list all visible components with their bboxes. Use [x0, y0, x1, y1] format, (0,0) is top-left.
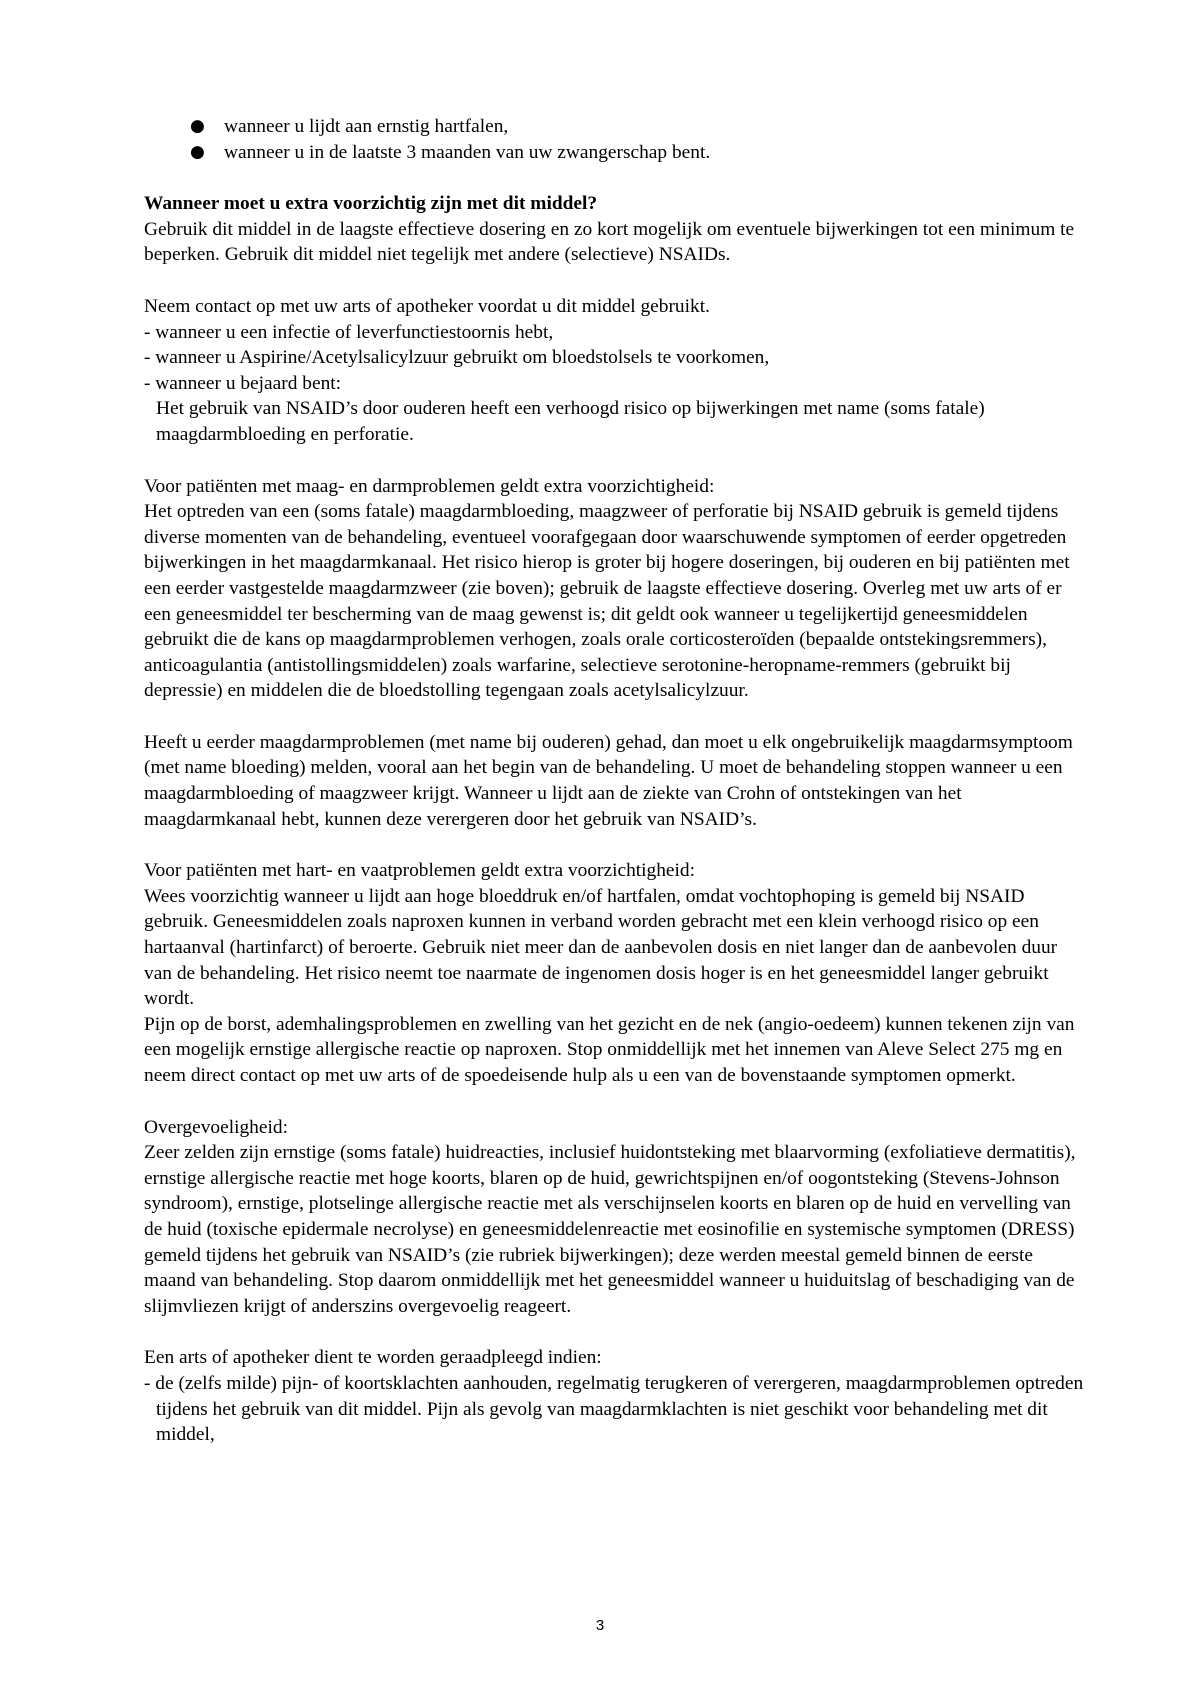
gastro-history-paragraph: Heeft u eerder maagdarmproblemen (met name bij ouderen) gehad, dan moet u elk ongebruikelijk maagdarmsymptoom (met name bloeding) melden, vooral aan het begin van de behandeling. U moet de behandeling stoppen wanneer u een maagdarmbloeding of maagzweer krijgt. Wanneer u lijdt aan de ziekte van Crohn of ontstekingen van het maagdarmkanaal hebt, kunnen deze verergeren door het gebruik van NSAID’s.	[144, 731, 1073, 830]
consult-lead: Een arts of apotheker dient te worden geraadpleegd indien:	[144, 1347, 602, 1369]
list-item: ● wanneer u in de laatste 3 maanden van uw zwangerschap bent.	[144, 140, 1084, 166]
intro-paragraph: Gebruik dit middel in de laagste effectieve dosering en zo kort mogelijk om eventuele bijwerkingen tot een minimum te beperken. Gebruik dit middel niet tegelijk met andere (selectieve) NSAIDs.	[144, 218, 1075, 266]
hypersensitivity-paragraph: Zeer zelden zijn ernstige (soms fatale) huidreacties, inclusief huidontsteking met blaarvorming (exfoliatieve dermatitis), ernstige allergische reactie met hoge koorts, blaren op de huid, gewrichtspijnen en/of oogontsteking (Stevens-Johnson syndroom), ernstige, plotselinge allergische reactie met als verschijnselen koorts en blaren op de huid en vervelling van de huid (toxische epidermale necrolyse) en geneesmiddelenreactie met eosinofilie en systemische symptomen (DRESS) gemeld tijdens het gebruik van NSAID’s (zie rubriek bijwerkingen); deze werden meestal gemeld binnen de eerste maand van behandeling. Stop daarom onmiddellijk met het geneesmiddel wanneer u huiduitslag of beschadiging van de slijmvliezen krijgt of anderszins overgevoelig reageert.	[144, 1142, 1076, 1317]
list-item: ● wanneer u lijdt aan ernstig hartfalen,	[144, 114, 1084, 140]
contraindication-list	[144, 114, 1084, 165]
contact-item: - wanneer u bejaard bent:	[144, 372, 342, 394]
contact-item: - wanneer u een infectie of leverfunctiestoornis hebt,	[144, 321, 554, 343]
section-heading: Wanneer moet u extra voorzichtig zijn met dit middel?	[144, 193, 598, 215]
hypersensitivity-lead: Overgevoeligheid:	[144, 1116, 288, 1138]
contact-lead: Neem contact op met uw arts of apotheker voordat u dit middel gebruikt.	[144, 295, 710, 317]
cardio-paragraph: Wees voorzichtig wanneer u lijdt aan hoge bloeddruk en/of hartfalen, omdat vochtophoping is gemeld bij NSAID gebruik. Geneesmiddelen zoals naproxen kunnen in verband worden gebracht met een klein verhoogd risico op een hartaanval (hartinfarct) of beroerte. Gebruik niet meer dan de aanbevolen dosis en niet langer dan de aanbevolen duur van de behandeling. Het risico neemt toe naarmate de ingenomen dosis hoger is en het geneesmiddel langer gebruikt wordt.	[144, 885, 1058, 1010]
bullet-icon: ●	[190, 141, 205, 162]
consult-item: - de (zelfs milde) pijn- of koortsklachten aanhouden, regelmatig terugkeren of verergeren, maagdarmproblemen optreden tijdens het gebruik van dit middel. Pijn als gevolg van maagdarmklachten is niet geschikt voor behandeling met dit middel,	[144, 1372, 1084, 1446]
page-number: 3	[595, 1617, 605, 1634]
gastro-lead: Voor patiënten met maag- en darmproblemen geldt extra voorzichtigheid:	[144, 475, 715, 497]
bullet-icon: ●	[190, 116, 205, 136]
elderly-note: Het gebruik van NSAID’s door ouderen heeft een verhoogd risico op bijwerkingen met name (soms fatale) maagdarmbloeding en perforatie.	[156, 398, 985, 445]
contact-item: - wanneer u Aspirine/Acetylsalicylzuur gebruikt om bloedstolsels te voorkomen,	[144, 347, 770, 369]
allergy-paragraph: Pijn op de borst, ademhalingsproblemen en zwelling van het gezicht en de nek (angio-oedeem) kunnen tekenen zijn van een mogelijk ernstige allergische reactie op naproxen. Stop onmiddellijk met het innemen van Aleve Select 275 mg en neem direct contact op met uw arts of de spoedeisende hulp als u een van de bovenstaande symptomen opmerkt.	[144, 1013, 1075, 1086]
gastro-paragraph: Het optreden van een (soms fatale) maagdarmbloeding, maagzweer of perforatie bij NSAID gebruik is gemeld tijdens diverse momenten van de behandeling, eventueel voorafgegaan door waarschuwende symptomen of eerder opgetreden bijwerkingen in het maagdarmkanaal. Het risico hierop is groter bij hogere doseringen, bij ouderen en bij patiënten met een eerder vastgestelde maagdarmzweer (zie boven); gebruik de laagste effectieve dosering. Overleg met uw arts of er een geneesmiddel ter bescherming van de maag gewenst is; dit geldt ook wanneer u tegelijkertijd geneesmiddelen gebruikt die de kans op maagdarmproblemen verhogen, zoals orale corticosteroïden (bepaalde ontstekingsremmers), anticoagulantia (antistollingsmiddelen) zoals warfarine, selectieve serotonine-heropname-remmers (gebruikt bij depressie) en middelen die de bloedstolling tegengaan zoals acetylsalicylzuur.	[144, 501, 1070, 702]
page-content	[144, 114, 1084, 1448]
cardio-lead: Voor patiënten met hart- en vaatproblemen geldt extra voorzichtigheid:	[144, 860, 696, 882]
